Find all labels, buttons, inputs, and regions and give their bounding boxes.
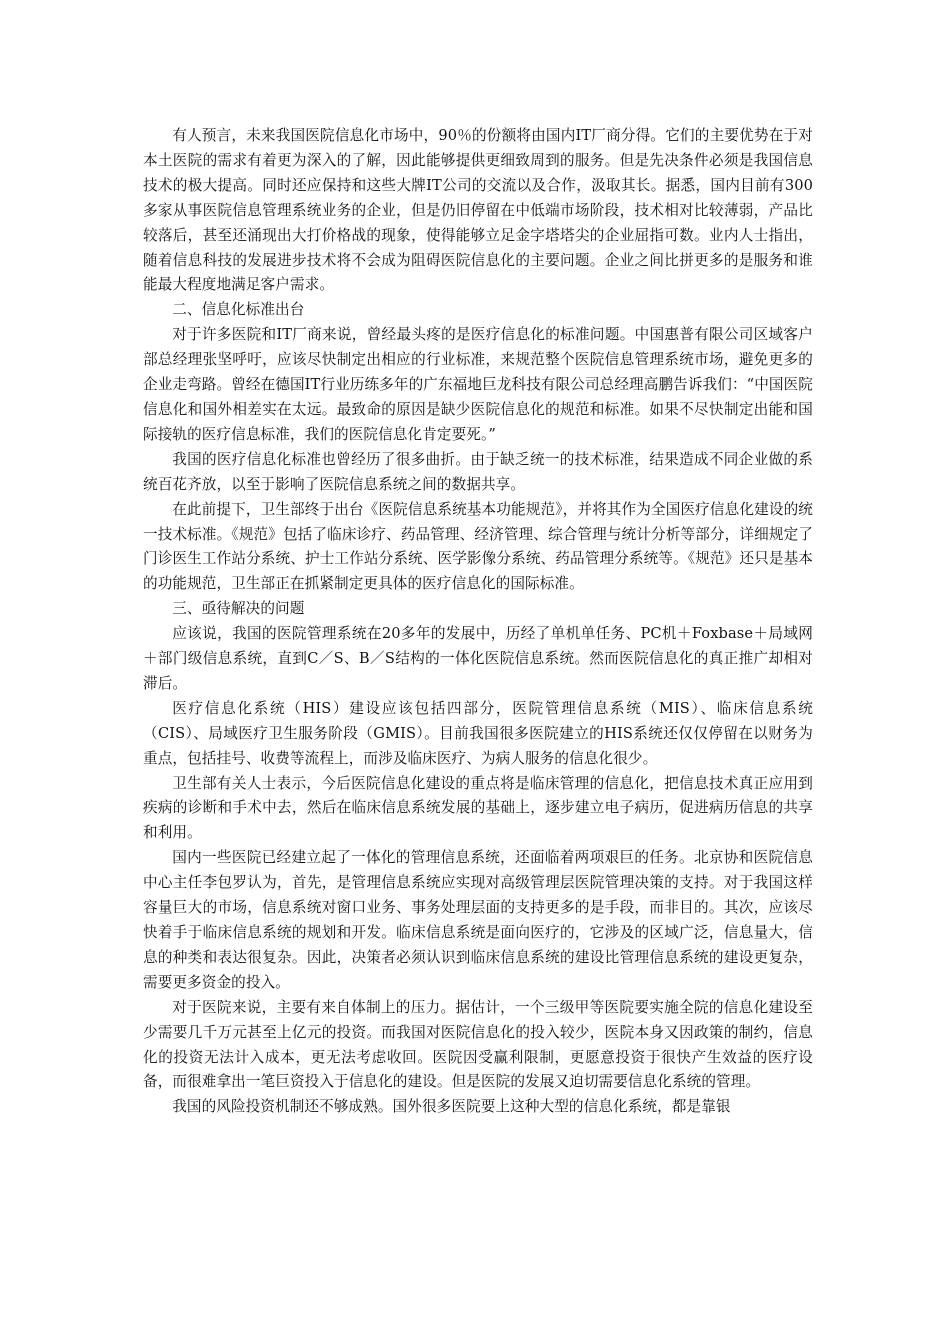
paragraph-venture-capital: 我国的风险投资机制还不够成熟。国外很多医院要上这种大型的信息化系统，都是靠银 — [172, 1098, 731, 1116]
paragraph-system-development: 应该说，我国的医院管理系统在20多年的发展中，历经了单机单任务、PC机＋Foxbase＋局域网＋部门级信息系统，直到C／S、B／S结构的一体化医院信息系统。然而医院信息化的真正推广却相对滞后。 — [143, 625, 813, 692]
paragraph-standards-release: 在此前提下，卫生部终于出台《医院信息系统基本功能规范》，并将其作为全国医疗信息化建设的统一技术标准。《规范》包括了临床诊疗、药品管理、经济管理、综合管理与统计分析等部分，详细规定了门诊医生工作站分系统、护士工作站分系统、医学影像分系统、药品管理分系统等。《规范》还只是基本的功能规范，卫生部正在抓紧制定更具体的医疗信息化的国际标准。 — [143, 500, 813, 593]
paragraph-standards-problem: 对于许多医院和IT厂商来说，曾经最头疼的是医疗信息化的标准问题。中国惠普有限公司区域客户部总经理张坚呼吁，应该尽快制定出相应的行业标准，来规范整个医院信息管理系统市场，避免更多的企业走弯路。曾经在德国IT行业历练多年的广东福地巨龙科技有限公司总经理高鹏告诉我们：“中国医院信息化和国外相差实在太远。最致命的原因是缺少医院信息化的规范和标准。如果不尽快制定出能和国际接轨的医疗信息标准，我们的医院信息化肯定要死。” — [143, 326, 813, 443]
paragraph-two-tasks: 国内一些医院已经建立起了一体化的管理信息系统，还面临着两项艰巨的任务。北京协和医院信息中心主任李包罗认为，首先，是管理信息系统应实现对高级管理层医院管理决策的支持。对于我国这样容量巨大的市场，信息系统对窗口业务、事务处理层面的支持更多的是手段，而非目的。其次，应该尽快着手于临床信息系统的规划和开发。临床信息系统是面向医疗的，它涉及的区域广泛，信息量大，信息的种类和表达很复杂。因此，决策者必须认识到临床信息系统的建设比管理信息系统的建设更复杂，需要更多资金的投入。 — [143, 849, 813, 991]
document-body — [143, 124, 813, 1120]
paragraph-standards-history: 我国的医疗信息化标准也曾经历了很多曲折。由于缺乏统一的技术标准，结果造成不同企业做的系统百花齐放，以至于影响了医院信息系统之间的数据共享。 — [143, 450, 813, 493]
section-heading-standards: 二、信息化标准出台 — [172, 301, 305, 319]
paragraph-market-forecast: 有人预言，未来我国医院信息化市场中，90％的份额将由国内IT厂商分得。它们的主要优势在于对本土医院的需求有着更为深入的了解，因此能够提供更细致周到的服务。但是先决条件必须是我国信息技术的极大提高。同时还应保持和这些大牌IT公司的交流以及合作，汲取其长。据悉，国内目前有300多家从事医院信息管理系统业务的企业，但是仍旧停留在中低端市场阶段，技术相对比较薄弱，产品比较落后，甚至还涌现出大打价格战的现象，使得能够立足金字塔塔尖的企业屈指可数。业内人士指出，随着信息科技的发展进步技术将不会成为阻碍医院信息化的主要问题。企业之间比拼更多的是服务和谁能最大程度地满足客户需求。 — [143, 127, 813, 294]
paragraph-his-components: 医疗信息化系统（HIS）建设应该包括四部分，医院管理信息系统（MIS）、临床信息系统（CIS）、局域医疗卫生服务阶段（GMIS）。目前我国很多医院建立的HIS系统还仅仅停留在以财务为重点，包括挂号、收费等流程上，而涉及临床医疗、为病人服务的信息化很少。 — [143, 699, 813, 767]
section-heading-problems: 三、亟待解决的问题 — [172, 600, 305, 618]
paragraph-institutional-pressure: 对于医院来说，主要有来自体制上的压力。据估计，一个三级甲等医院要实施全院的信息化建设至少需要几千万元甚至上亿元的投资。而我国对医院信息化的投入较少，医院本身又因政策的制约，信息化的投资无法计入成本，更无法考虑收回。医院因受赢利限制，更愿意投资于很快产生效益的医疗设备，而很难拿出一笔巨资投入于信息化的建设。但是医院的发展又迫切需要信息化系统的管理。 — [143, 998, 813, 1091]
paragraph-clinical-focus: 卫生部有关人士表示，今后医院信息化建设的重点将是临床管理的信息化，把信息技术真正应用到疾病的诊断和手术中去，然后在临床信息系统发展的基础上，逐步建立电子病历，促进病历信息的共享和利用。 — [143, 774, 813, 842]
